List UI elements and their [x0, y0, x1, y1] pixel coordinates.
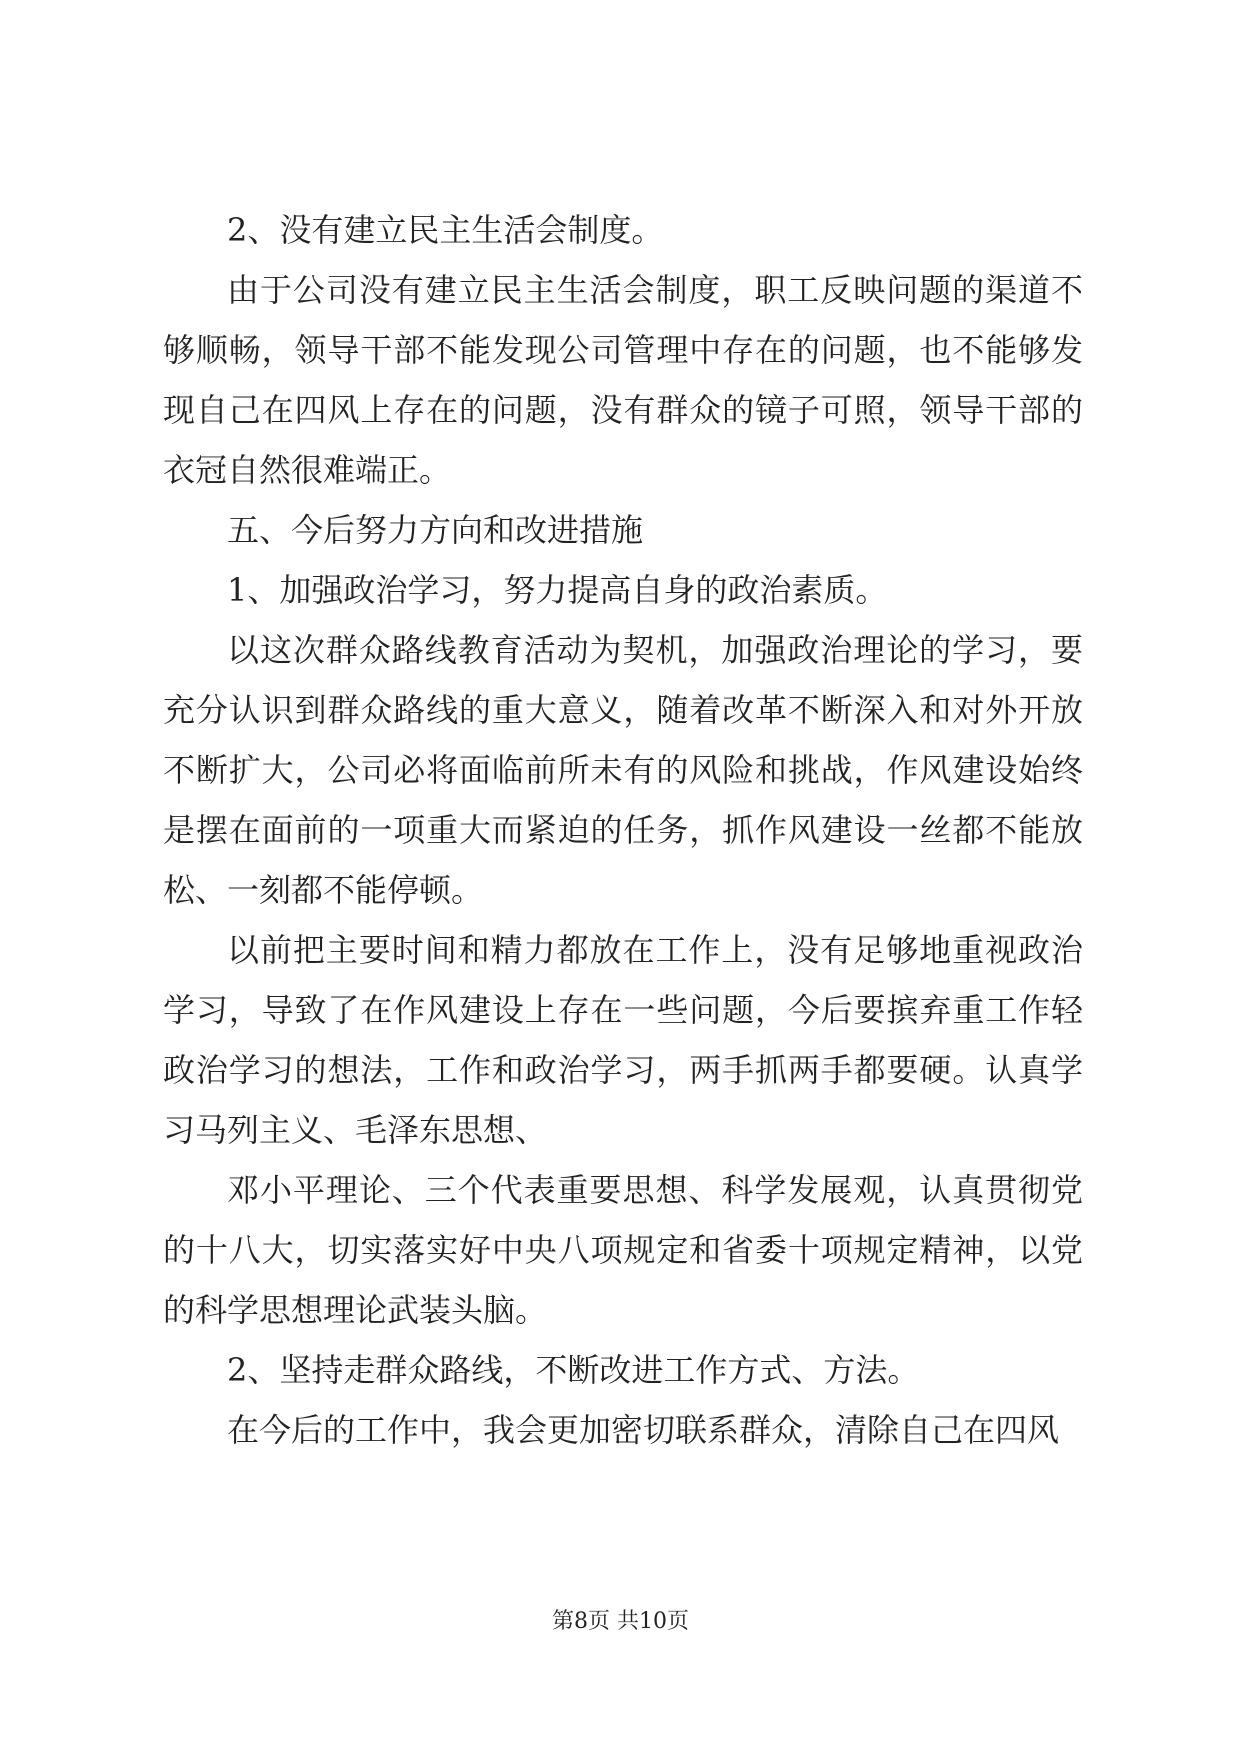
section-heading-5: 五、今后努力方向和改进措施	[227, 511, 644, 549]
paragraph-text: 在今后的工作中，我会更加密切联系群众，清除自己在四风	[227, 1411, 1060, 1449]
paragraph-text: 以前把主要时间和精力都放在工作上，没有足够地重视政治学习，导致了在作风建设上存在一些问题，今后要摈弃重工作轻政治学习的想法，工作和政治学习，两手抓两手都要硬。认真学习马列主义、毛泽东思想、	[163, 931, 1083, 1149]
paragraph-text: 邓小平理论、三个代表重要思想、科学发展观，认真贯彻党的十八大，切实落实好中央八项规定和省委十项规定精神，以党的科学思想理论武装头脑。	[163, 1171, 1083, 1329]
paragraph-heading-2b: 2、坚持走群众路线，不断改进工作方式、方法。	[227, 1351, 920, 1389]
paragraph-text: 由于公司没有建立民主生活会制度，职工反映问题的渠道不够顺畅，领导干部不能发现公司管理中存在的问题，也不能够发现自己在四风上存在的问题，没有群众的镜子可照，领导干部的衣冠自然很难端正。	[163, 271, 1083, 489]
paragraph-heading-2: 2、没有建立民主生活会制度。	[227, 211, 664, 249]
document-body	[163, 200, 1083, 1460]
paragraph-text: 以这次群众路线教育活动为契机，加强政治理论的学习，要充分认识到群众路线的重大意义，随着改革不断深入和对外开放不断扩大，公司必将面临前所未有的风险和挑战，作风建设始终是摆在面前的一项重大而紧迫的任务，抓作风建设一丝都不能放松、一刻都不能停顿。	[163, 631, 1083, 909]
page-footer: 第8页 共10页	[552, 1609, 689, 1634]
paragraph-heading-1: 1、加强政治学习，努力提高自身的政治素质。	[227, 571, 888, 609]
